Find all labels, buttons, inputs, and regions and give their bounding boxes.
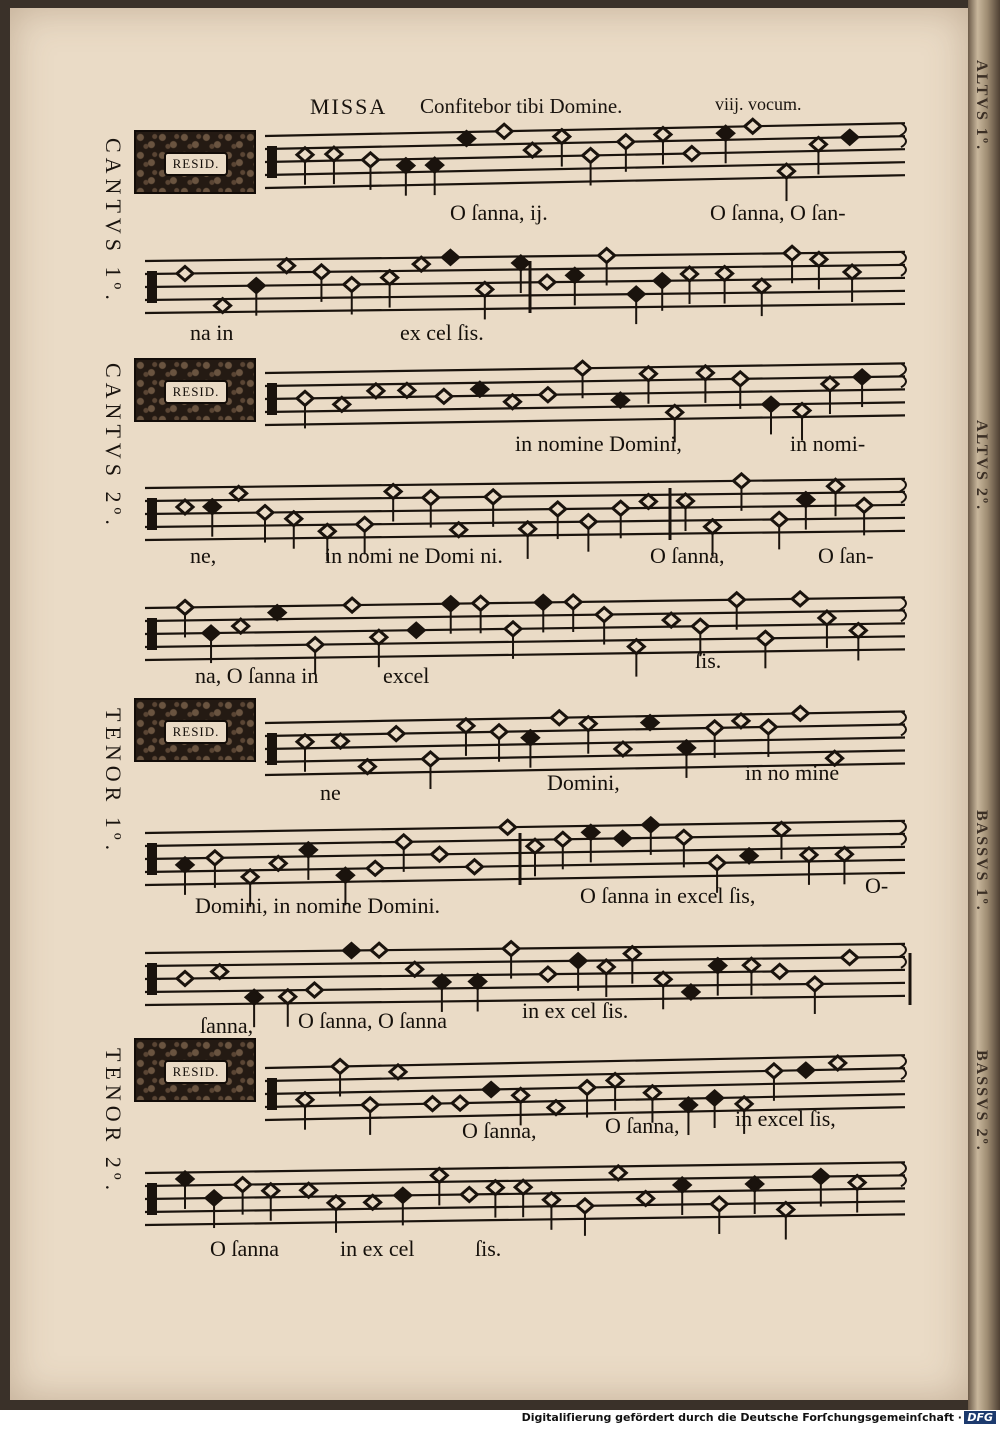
note (473, 596, 489, 633)
note (332, 734, 348, 748)
note (710, 959, 726, 996)
staff-line (265, 136, 905, 149)
note (408, 623, 424, 637)
note (640, 367, 656, 404)
staff-line (265, 123, 905, 136)
note (580, 515, 596, 552)
voice-label-tenor-2: TENOR 2º. (101, 1048, 126, 1196)
note (505, 622, 521, 659)
note (682, 267, 698, 304)
note (654, 274, 670, 311)
note (204, 500, 220, 537)
note (830, 1056, 846, 1070)
note (326, 147, 342, 184)
edge-label: BASSVS 1º. (973, 810, 990, 912)
staff-line (145, 944, 905, 953)
note (674, 1178, 690, 1215)
staff-line (265, 175, 905, 188)
staff-line (145, 304, 905, 313)
note (554, 130, 570, 167)
note (610, 1166, 626, 1180)
note (773, 822, 789, 859)
note (707, 1091, 723, 1128)
lyric: na in (190, 320, 234, 345)
mass-title: MISSA (310, 94, 388, 119)
note (466, 860, 482, 874)
note (678, 494, 694, 531)
note (550, 502, 566, 539)
note (472, 382, 488, 396)
note (555, 832, 571, 869)
note (270, 856, 286, 870)
staff-line (265, 376, 905, 386)
note (655, 128, 671, 165)
note (754, 279, 770, 316)
staff-line (145, 636, 905, 647)
note (718, 126, 734, 163)
lyric: O ſanna, (605, 1113, 680, 1138)
note (798, 1063, 814, 1077)
note (235, 1178, 251, 1215)
lyric: ſis. (695, 648, 722, 673)
note (520, 522, 536, 559)
note (792, 592, 808, 606)
note (524, 143, 540, 157)
staff-line (145, 1214, 905, 1225)
note (248, 279, 264, 316)
note (607, 1073, 623, 1110)
note (535, 595, 551, 632)
clef-glyph (147, 271, 157, 303)
note (540, 388, 556, 402)
note (458, 719, 474, 756)
note (483, 1082, 499, 1096)
note (798, 493, 814, 530)
note (638, 1191, 654, 1205)
note (778, 164, 794, 201)
lyric: O ſanna, O ſan- (710, 200, 846, 225)
note (425, 1097, 441, 1111)
staff-line (145, 610, 905, 621)
note (413, 257, 429, 271)
resid-label: RESID. (164, 152, 228, 176)
lyric: ſanna, (200, 1013, 254, 1038)
lyric: O ſanna, ij. (450, 200, 548, 225)
note (856, 498, 872, 535)
note (496, 124, 512, 138)
note (801, 848, 817, 885)
note (551, 711, 567, 725)
note (407, 962, 423, 976)
note (640, 494, 656, 508)
footer-bar (0, 1410, 1000, 1429)
note (598, 960, 614, 997)
note (344, 278, 360, 315)
note (842, 951, 858, 965)
lyric: O ſanna in excel ſis, (580, 883, 756, 908)
note (477, 282, 493, 319)
note (434, 975, 450, 1012)
note (427, 158, 443, 195)
note (778, 1203, 794, 1240)
lyric: Domini, (547, 770, 620, 795)
note (442, 250, 458, 264)
note (371, 630, 387, 667)
note (367, 861, 383, 875)
note (301, 1183, 317, 1197)
resid-label: RESID. (164, 720, 228, 744)
note (697, 366, 713, 403)
note (583, 148, 599, 185)
note (683, 985, 699, 999)
note (663, 613, 679, 627)
note (297, 148, 313, 185)
note (822, 377, 838, 414)
note (359, 760, 375, 774)
note (733, 474, 749, 511)
note (215, 299, 231, 313)
score-page (10, 8, 968, 1400)
note (313, 265, 329, 302)
note (177, 858, 193, 895)
voice-label-cantus-2: CANTVS 2º. (101, 363, 126, 530)
note (396, 835, 412, 872)
note (513, 256, 529, 293)
lyric: O ſanna, (650, 543, 725, 568)
note (212, 965, 228, 979)
note (423, 491, 439, 528)
note (599, 248, 615, 285)
lyric: O- (865, 873, 889, 898)
note (491, 725, 507, 762)
note (842, 130, 858, 144)
lyric: in nomi ne Domi ni. (325, 543, 503, 568)
note (707, 721, 723, 758)
lyric: Domini, in nomine Domini. (195, 893, 441, 918)
note (328, 1196, 344, 1233)
lyric: ne (320, 780, 341, 805)
note (745, 119, 761, 133)
note (382, 271, 398, 308)
note (286, 512, 302, 549)
staff-line (145, 821, 905, 833)
clef-glyph (267, 733, 277, 765)
note (733, 714, 749, 728)
note (854, 370, 870, 407)
lyric: O ſanna, O ſanna (298, 1008, 448, 1033)
note (487, 1181, 503, 1218)
note (203, 626, 219, 663)
note (398, 159, 414, 196)
lyric: O ſanna (210, 1236, 280, 1261)
staff-line (145, 970, 905, 979)
lyric: O ſan- (818, 543, 874, 568)
staff-line (145, 957, 905, 966)
note (543, 1193, 559, 1230)
note (522, 731, 538, 768)
staff-line (145, 492, 905, 501)
note (743, 958, 759, 995)
note (729, 593, 745, 630)
staff-line (145, 1162, 905, 1173)
note (575, 361, 591, 398)
resid-label: RESID. (164, 1060, 228, 1084)
lyric: O ſanna, (462, 1118, 537, 1143)
note (365, 1195, 381, 1209)
note (766, 1064, 782, 1101)
note (580, 717, 596, 754)
note (459, 131, 475, 145)
note (257, 506, 273, 543)
lyric: in ex cel (340, 1236, 415, 1261)
note (371, 943, 387, 957)
staff-line (265, 737, 905, 749)
voice-label-cantus-1: CANTVS 1º. (101, 138, 126, 305)
note (527, 839, 543, 876)
note (655, 972, 671, 1009)
note (628, 640, 644, 677)
note (540, 967, 556, 981)
lyric: ne, (190, 543, 217, 568)
note (684, 146, 700, 160)
note (807, 977, 823, 1014)
note (300, 843, 316, 880)
note (577, 1199, 593, 1236)
note (297, 1093, 313, 1130)
staff-line (145, 479, 905, 488)
note (485, 490, 501, 527)
note (570, 954, 586, 991)
note (810, 137, 826, 174)
note (615, 831, 631, 845)
dfg-logo: DFG (964, 1411, 996, 1424)
note (343, 944, 359, 958)
note (280, 990, 296, 1027)
note (757, 631, 773, 668)
note (849, 1176, 865, 1213)
note (615, 742, 631, 756)
staff-line (145, 847, 905, 859)
note (344, 598, 360, 612)
note (503, 942, 519, 979)
note (177, 972, 193, 986)
lyric: ex cel ſis. (400, 320, 484, 345)
edge-label: ALTVS 1º. (973, 60, 990, 152)
note (613, 501, 629, 538)
note (643, 818, 659, 855)
note (269, 606, 285, 620)
note (515, 1180, 531, 1217)
note (539, 275, 555, 289)
clef-glyph (147, 963, 157, 995)
funding-credit: Digitaliſierung gefördert durch die Deutsche Forſchungsgemeinſchaft · (521, 1411, 962, 1424)
voices-count: viij. vocum. (715, 94, 802, 114)
note (717, 267, 733, 304)
lyric: in nomine Domini, (515, 431, 682, 456)
note (763, 397, 779, 434)
note (565, 595, 581, 632)
note (297, 735, 313, 772)
note (207, 851, 223, 888)
note (177, 500, 193, 514)
staff-line (145, 860, 905, 872)
staff-line (145, 873, 905, 885)
note (772, 964, 788, 978)
note (306, 983, 322, 997)
note (399, 383, 415, 397)
note (279, 259, 295, 273)
note (784, 246, 800, 283)
note (443, 597, 459, 634)
note (642, 716, 658, 730)
note (548, 1101, 564, 1115)
note (231, 486, 247, 500)
note (332, 1059, 348, 1096)
lyric: excel (383, 663, 430, 688)
note (567, 268, 583, 305)
note (500, 820, 516, 834)
resid-label: RESID. (164, 380, 228, 404)
note (628, 287, 644, 324)
note (388, 727, 404, 741)
note (368, 384, 384, 398)
staff-line (145, 623, 905, 634)
note (362, 153, 378, 190)
note (334, 397, 350, 411)
clef-glyph (147, 498, 157, 530)
note (819, 611, 835, 648)
note (792, 706, 808, 720)
note (828, 479, 844, 516)
note (747, 1177, 763, 1214)
note (436, 389, 452, 403)
staff-line (265, 389, 905, 399)
note (263, 1184, 279, 1221)
note (461, 1187, 477, 1201)
note (297, 391, 313, 428)
note (618, 135, 634, 172)
edge-label: ALTVS 2º. (973, 420, 990, 512)
note (680, 1098, 696, 1135)
note (579, 1081, 595, 1118)
note (177, 1172, 193, 1209)
note (395, 1188, 411, 1225)
mass-subtitle: Confitebor tibi Domine. (420, 94, 623, 118)
note (206, 1191, 222, 1228)
clef-glyph (147, 1183, 157, 1215)
note (711, 1197, 727, 1234)
note (505, 395, 521, 409)
note (451, 523, 467, 537)
note (612, 393, 628, 407)
note (771, 512, 787, 549)
lyric: in ex cel ſis. (522, 998, 629, 1023)
note (452, 1096, 468, 1110)
note (583, 825, 599, 862)
staff-line (145, 834, 905, 846)
note (678, 741, 694, 778)
note (431, 847, 447, 861)
lyric: in nomi- (790, 431, 866, 456)
staff-line (265, 415, 905, 425)
note (596, 608, 612, 645)
note (385, 485, 401, 522)
lyric: na, O ſanna in (195, 663, 319, 688)
staff-line (145, 649, 905, 660)
note (362, 1098, 378, 1135)
note (850, 624, 866, 661)
note (177, 267, 193, 281)
note (624, 947, 640, 984)
staff-line (145, 983, 905, 992)
note (177, 600, 193, 637)
lyric: in excel ſis, (735, 1106, 836, 1131)
note (233, 619, 249, 633)
clef-glyph (267, 146, 277, 178)
voice-label-tenor-1: TENOR 1º. (101, 708, 126, 856)
note (741, 849, 757, 863)
staff-line (265, 162, 905, 175)
note (470, 975, 486, 1012)
note (811, 252, 827, 289)
next-page-edge (968, 0, 1000, 1410)
note (836, 847, 852, 884)
note (732, 372, 748, 409)
clef-glyph (147, 618, 157, 650)
note (431, 1168, 447, 1205)
edge-label: BASSVS 2º. (973, 1050, 990, 1152)
clef-glyph (147, 843, 157, 875)
note (390, 1065, 406, 1079)
clef-glyph (267, 383, 277, 415)
note (676, 830, 692, 867)
lyric: ſis. (475, 1236, 502, 1261)
note (760, 720, 776, 757)
note (844, 265, 860, 302)
note (813, 1170, 829, 1207)
clef-glyph (267, 1078, 277, 1110)
note (422, 752, 438, 789)
lyric: in no mine (745, 760, 840, 785)
